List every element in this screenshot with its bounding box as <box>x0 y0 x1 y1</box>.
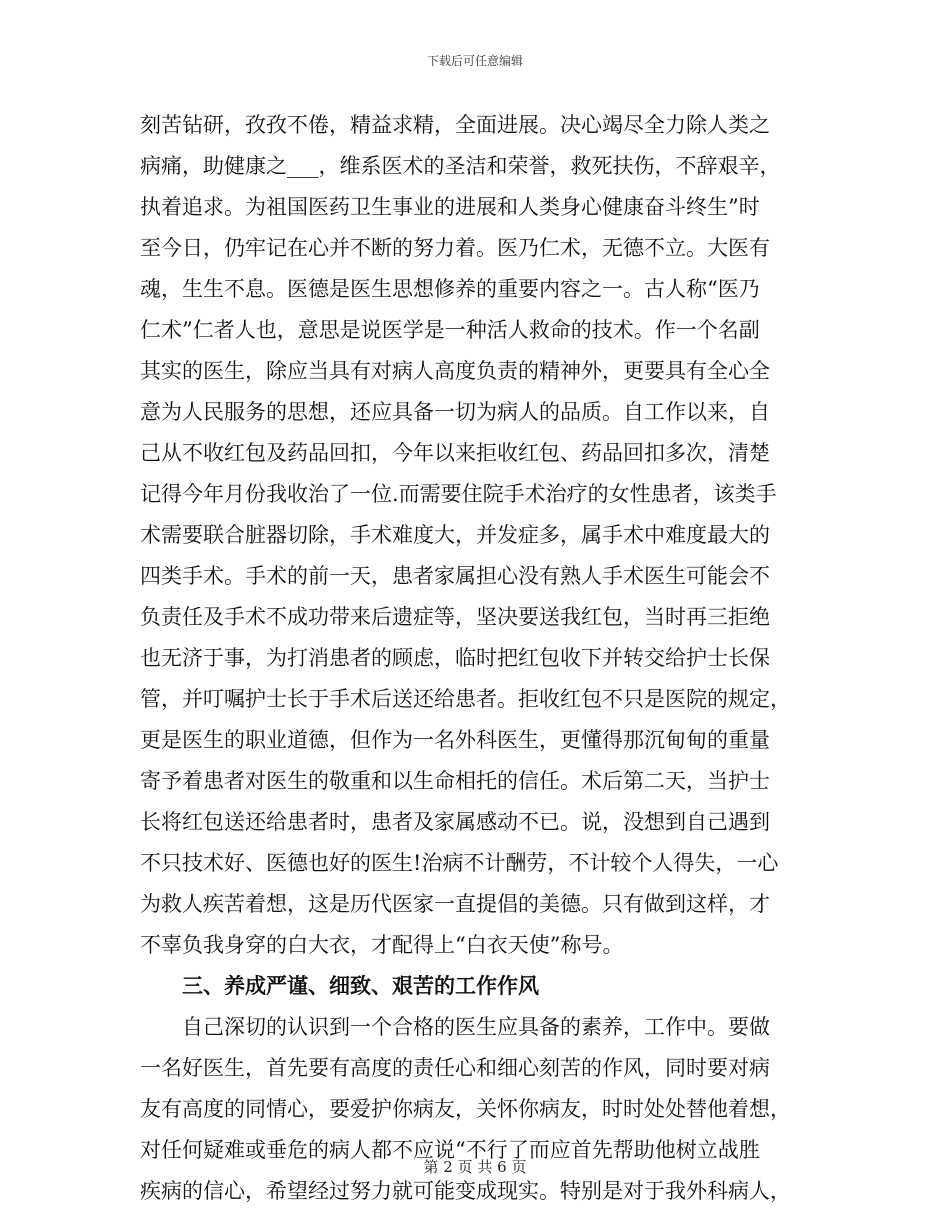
text-line: 至今日，仍牢记在心并不断的努力着。医乃仁术，无德不立。大医有 <box>140 236 770 260</box>
text-line: 不辜负我身穿的白大衣，才配得上“白衣天使”称号。 <box>140 933 624 957</box>
text-line: 对任何疑难或垂危的病人都不应说“不行了而应首先帮助他树立战胜 <box>140 1138 760 1162</box>
text-line: 仁术”仁者人也，意思是说医学是一种活人救命的技术。作一个名副 <box>140 318 760 342</box>
document-body <box>140 105 820 1212</box>
text-line: 疾病的信心，希望经过努力就可能变成现实。特别是对于我外科病人， <box>140 1179 791 1203</box>
text-line: 负责任及手术不成功带来后遗症等，坚决要送我红包，当时再三拒绝 <box>140 605 770 629</box>
page-header: 下载后可任意编辑 <box>426 54 523 68</box>
text-line: 记得今年月份我收治了一位.而需要住院手术治疗的女性患者，该类手 <box>140 482 777 506</box>
text-line: 其实的医生，除应当具有对病人高度负责的精神外，更要具有全心全 <box>140 359 770 383</box>
text-line: 寄予着患者对医生的敬重和以生命相托的信任。术后第二天，当护士 <box>140 769 770 793</box>
text-line: 刻苦钻研，孜孜不倦，精益求精，全面进展。决心竭尽全力除人类之 <box>140 113 770 137</box>
text-line: 为救人疾苦着想，这是历代医家一直提倡的美德。只有做到这样，才 <box>140 892 770 916</box>
text-line: 长将红包送还给患者时，患者及家属感动不已。说，没想到自己遇到 <box>140 810 770 834</box>
text-line: 也无济于事，为打消患者的顾虑，临时把红包收下并转交给护士长保 <box>140 646 770 670</box>
text-line: 自己深切的认识到一个合格的医生应具备的素养，工作中。要做 <box>182 1015 770 1039</box>
text-line: 己从不收红包及药品回扣，今年以来拒收红包、药品回扣多次，清楚 <box>140 441 770 465</box>
section-heading: 三、养成严谨、细致、艰苦的工作作风 <box>182 974 539 998</box>
text-line: 管，并叮嘱护士长于手术后送还给患者。拒收红包不只是医院的规定， <box>140 687 791 711</box>
text-line: 不只技术好、医德也好的医生!治病不计酬劳，不计较个人得失，一心 <box>140 851 779 875</box>
text-line: 病痛，助健康之___，维系医术的圣洁和荣誉，救死扶伤，不辞艰辛， <box>140 154 781 178</box>
text-line: 术需要联合脏器切除，手术难度大，并发症多，属手术中难度最大的 <box>140 523 770 547</box>
page-number: 第 2 页 共 6 页 <box>423 1158 527 1176</box>
text-line: 一名好医生，首先要有高度的责任心和细心刻苦的作风，同时要对病 <box>140 1056 770 1080</box>
text-line: 意为人民服务的思想，还应具备一切为病人的品质。自工作以来，自 <box>140 400 770 424</box>
text-line: 魂，生生不息。医德是医生思想修养的重要内容之一。古人称“医乃 <box>140 277 760 301</box>
text-line: 四类手术。手术的前一天，患者家属担心没有熟人手术医生可能会不 <box>140 564 770 588</box>
text-line: 更是医生的职业道德，但作为一名外科医生，更懂得那沉甸甸的重量 <box>140 728 770 752</box>
text-line: 执着追求。为祖国医药卫生事业的进展和人类身心健康奋斗终生”时 <box>140 195 760 219</box>
text-line: 友有高度的同情心，要爱护你病友，关怀你病友，时时处处替他着想， <box>140 1097 791 1121</box>
